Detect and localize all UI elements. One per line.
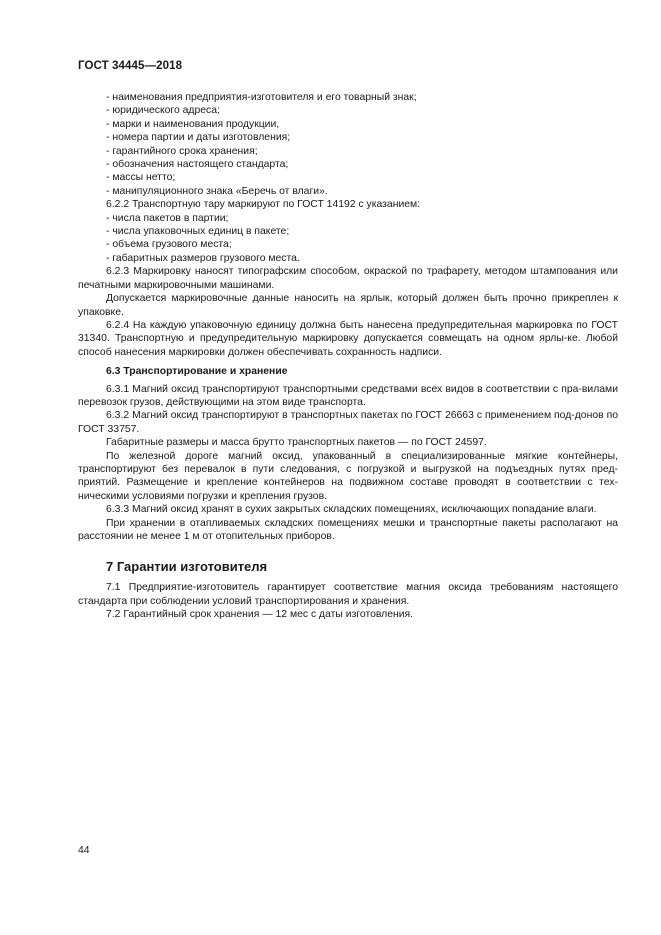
clause-6-3-1: 6.3.1 Магний оксид транспортируют транспортными средствами всех видов в соответствии с пра-вилами перевозок грузов, действующими на этом виде транспорта. xyxy=(78,383,618,408)
list-item: - числа пакетов в партии; xyxy=(106,212,229,224)
list-item: - наименования предприятия-изготовителя и его товарный знак; xyxy=(106,92,417,103)
list-item: - манипуляционного знака «Беречь от влаги». xyxy=(106,185,328,197)
list-item: - юридического адреса; xyxy=(106,105,220,117)
paragraph: При хранении в отапливаемых складских помещениях мешки и транспортные пакеты располагают на расстоянии не менее 1 м от отопительных приборов. xyxy=(78,517,618,542)
list-item: - обозначения настоящего стандарта; xyxy=(106,159,289,171)
paragraph: Допускается маркировочные данные наносить на ярлык, который должен быть прочно прикреплен к упаковке. xyxy=(78,293,618,318)
clause-6-2-2: 6.2.2 Транспортную тару маркируют по ГОСТ 14192 с указанием: xyxy=(106,199,421,211)
document-header: ГОСТ 34445—2018 xyxy=(78,60,183,72)
list-item: - массы нетто; xyxy=(106,172,176,184)
list-item: - марки и наименования продукции, xyxy=(106,118,280,130)
document-body xyxy=(78,91,618,622)
clause-6-2-4: 6.2.4 На каждую упаковочную единицу должна быть нанесена предупредительная маркировка по ГОСТ 31340. Транспортную и предупредительную маркировку допускается совмещать на одном ярлы-ке. Любой способ нанесения маркировки должен обеспечивать сохранность надписи. xyxy=(78,319,618,358)
paragraph: Габаритные размеры и масса брутто транспортных пакетов — по ГОСТ 24597. xyxy=(106,437,487,449)
list-item: - номера партии и даты изготовления; xyxy=(106,132,291,144)
list-item: - гарантийного срока хранения; xyxy=(106,145,258,157)
section-heading: 7 Гарантии изготовителя xyxy=(106,559,268,575)
page-number: 44 xyxy=(78,845,90,856)
subsection-heading: 6.3 Транспортирование и хранение xyxy=(106,366,288,378)
list-item: - объема грузового места; xyxy=(106,239,232,251)
clause-6-3-3: 6.3.3 Магний оксид хранят в сухих закрытых складских помещениях, исключающих попадание влаги. xyxy=(106,504,597,516)
paragraph: По железной дороге магний оксид, упакованный в специализированные мягкие контейнеры, транспортируют без перевалок в пути следования, с погрузкой и выгрузкой на подъездных путях пред-приятий. Размещение и крепление контейнеров на подвижном составе проводят в соответствии с тех-ническими условиями погрузки и крепления грузов. xyxy=(78,450,618,502)
list-item: - габаритных размеров грузового места. xyxy=(106,252,300,264)
clause-6-3-2: 6.3.2 Магний оксид транспортируют в транспортных пакетах по ГОСТ 26663 с применением под-донов по ГОСТ 33757. xyxy=(78,410,618,435)
clause-7-2: 7.2 Гарантийный срок хранения — 12 мес с даты изготовления. xyxy=(106,609,414,621)
clause-7-1: 7.1 Предприятие-изготовитель гарантирует соответствие магния оксида требованиям настоящего стандарта при соблюдении условий транспортирования и хранения. xyxy=(78,582,618,607)
list-item: - числа упаковочных единиц в пакете; xyxy=(106,226,290,238)
clause-6-2-3: 6.2.3 Маркировку наносят типографским способом, окраской по трафарету, методом штампования или печатными маркировочными машинами. xyxy=(78,266,618,291)
